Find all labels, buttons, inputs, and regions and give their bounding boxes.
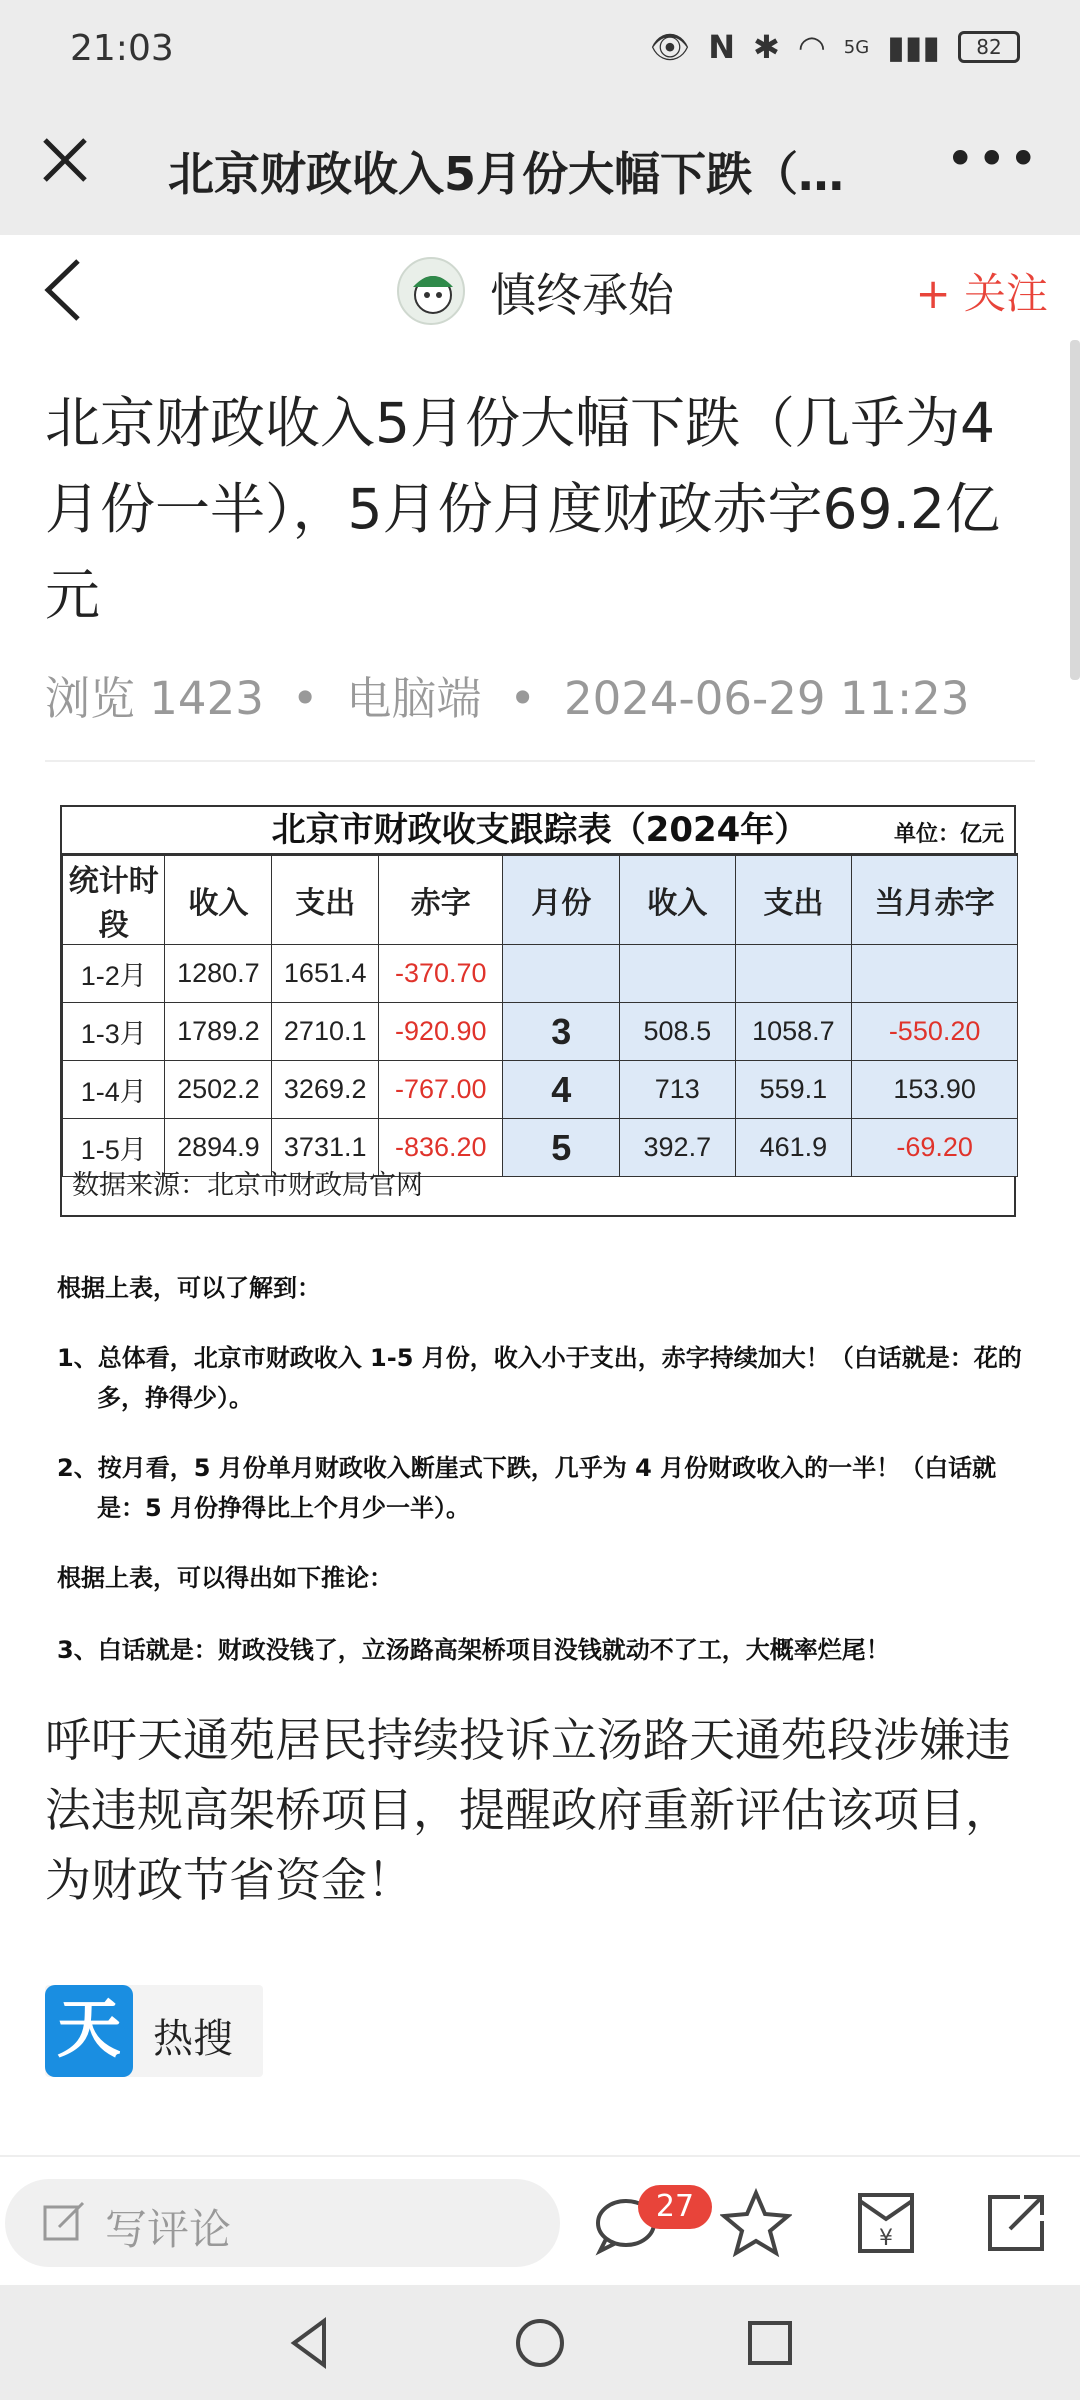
status-icons — [650, 28, 1020, 66]
share-icon[interactable] — [980, 2187, 1052, 2259]
tag-label: 热搜 — [153, 2016, 233, 2062]
divider — [45, 760, 1035, 762]
table-cell: 1789.2 — [165, 1003, 272, 1061]
table-cell: -836.20 — [379, 1119, 503, 1177]
table-cell: 1058.7 — [735, 1003, 852, 1061]
table-header: 当月赤字 — [852, 856, 1018, 945]
article-meta — [45, 662, 969, 727]
table-cell: -767.00 — [379, 1061, 503, 1119]
table-cell: 4 — [503, 1061, 620, 1119]
status-time: 21:03 — [70, 28, 174, 69]
table-cell: 1-4月 — [63, 1061, 165, 1119]
table-cell — [503, 945, 620, 1003]
table-cell: 461.9 — [735, 1119, 852, 1177]
table-cell: -550.20 — [852, 1003, 1018, 1061]
table-row — [63, 945, 1018, 1003]
star-icon[interactable] — [720, 2187, 792, 2259]
table-row — [63, 1003, 1018, 1061]
eye-icon: 👁 — [649, 28, 691, 66]
table-row — [63, 1061, 1018, 1119]
paragraph: 3、白话就是：财政没钱了，立汤路高架桥项目没钱就动不了工，大概率烂尾！ — [57, 1636, 890, 1664]
close-icon[interactable] — [35, 130, 95, 190]
signal-label: 5G — [843, 36, 870, 58]
table-cell: -370.70 — [379, 945, 503, 1003]
table-cell: 392.7 — [620, 1119, 736, 1177]
finance-table — [62, 855, 1018, 1177]
back-nav-icon[interactable] — [280, 2313, 340, 2373]
table-cell: 713 — [620, 1061, 736, 1119]
table-header: 赤字 — [379, 856, 503, 945]
system-nav-bar — [0, 2285, 1080, 2400]
table-cell: 1651.4 — [272, 945, 379, 1003]
action-bar — [0, 2155, 1080, 2285]
meta-separator: • — [291, 672, 319, 725]
paragraph: 根据上表，可以得出如下推论： — [57, 1564, 393, 1592]
table-cell: 1-2月 — [63, 945, 165, 1003]
author-name[interactable]: 慎终承始 — [490, 268, 674, 322]
table-cell: 2710.1 — [272, 1003, 379, 1061]
paragraph: 2、按月看，5 月份单月财政收入断崖式下跌，几乎为 4 月份财政收入的一半！（白话就是：5 月份挣得比上个月少一半）。 — [57, 1454, 997, 1522]
pencil-icon — [41, 2199, 87, 2245]
table-header: 月份 — [503, 856, 620, 945]
table-header: 支出 — [272, 856, 379, 945]
title-bar — [0, 100, 1080, 235]
scrollbar[interactable] — [1070, 340, 1080, 680]
recents-nav-icon[interactable] — [740, 2313, 800, 2373]
table-cell: -920.90 — [379, 1003, 503, 1061]
battery-icon: 82 — [958, 31, 1020, 63]
meta-separator: • — [509, 672, 536, 725]
publish-datetime: 2024-06-29 11:23 — [563, 672, 970, 725]
table-cell: 3731.1 — [272, 1119, 379, 1177]
table-cell: 1280.7 — [165, 945, 272, 1003]
hot-search-tag[interactable] — [45, 1985, 263, 2077]
table-cell — [620, 945, 736, 1003]
comment-placeholder: 写评论 — [105, 2205, 232, 2254]
article-paragraph: 呼吁天通苑居民持续投诉立汤路天通苑段涉嫌违法违规高架桥项目，提醒政府重新评估该项目，为财政节省资金！ — [45, 1713, 1011, 1907]
table-cell — [735, 945, 852, 1003]
table-unit: 单位：亿元 — [893, 822, 1004, 847]
table-cell: 5 — [503, 1119, 620, 1177]
author-bar — [0, 235, 1080, 350]
back-icon[interactable] — [38, 255, 88, 325]
table-header: 收入 — [620, 856, 736, 945]
svg-text:¥: ¥ — [879, 2226, 893, 2251]
table-cell: 508.5 — [620, 1003, 736, 1061]
table-cell: -69.20 — [852, 1119, 1018, 1177]
view-count: 浏览 1423 — [45, 672, 264, 725]
comment-input[interactable] — [5, 2179, 560, 2267]
nfc-icon: N — [708, 28, 736, 66]
paragraph: 1、总体看，北京市财政收入 1-5 月份，收入小于支出，赤字持续加大！（白话就是：花的多，挣得少）。 — [57, 1344, 1022, 1412]
table-cell: 559.1 — [735, 1061, 852, 1119]
table-cell: 2502.2 — [165, 1061, 272, 1119]
table-source: 数据来源：北京市财政局官网 — [72, 1170, 423, 1201]
more-icon[interactable]: ••• — [945, 130, 1040, 188]
table-cell: 3 — [503, 1003, 620, 1061]
table-cell: 1-3月 — [63, 1003, 165, 1061]
table-header: 收入 — [165, 856, 272, 945]
table-cell: 3269.2 — [272, 1061, 379, 1119]
table-header: 统计时段 — [63, 856, 165, 945]
table-title: 北京市财政收支跟踪表（2024年） — [62, 807, 1018, 855]
comment-count-badge: 27 — [638, 2185, 712, 2229]
home-nav-icon[interactable] — [510, 2313, 570, 2373]
finance-table-image[interactable] — [60, 805, 1016, 1217]
status-bar — [0, 0, 1080, 100]
avatar[interactable] — [397, 257, 465, 325]
bluetooth-icon: ✱ — [753, 28, 780, 66]
paragraph: 根据上表，可以了解到： — [57, 1274, 321, 1302]
tag-logo: 天 — [45, 1985, 133, 2077]
window-title: 北京财政收入5月份大幅下跌（… — [168, 147, 845, 201]
table-cell: 153.90 — [852, 1061, 1018, 1119]
signal-icon: ▮▮▮ — [887, 28, 940, 66]
table-header: 支出 — [735, 856, 852, 945]
table-cell: 1-5月 — [63, 1119, 165, 1177]
wifi-icon: ◠ — [797, 28, 826, 66]
table-cell: 2894.9 — [165, 1119, 272, 1177]
device-label: 电脑端 — [346, 672, 482, 725]
reward-icon[interactable] — [850, 2187, 922, 2259]
table-header-row — [63, 856, 1018, 945]
article-title: 北京财政收入5月份大幅下跌（几乎为4月份一半），5月份月度财政赤字69.2亿元 — [45, 391, 1000, 627]
table-cell — [852, 945, 1018, 1003]
follow-button[interactable]: + 关注 — [915, 269, 1048, 318]
